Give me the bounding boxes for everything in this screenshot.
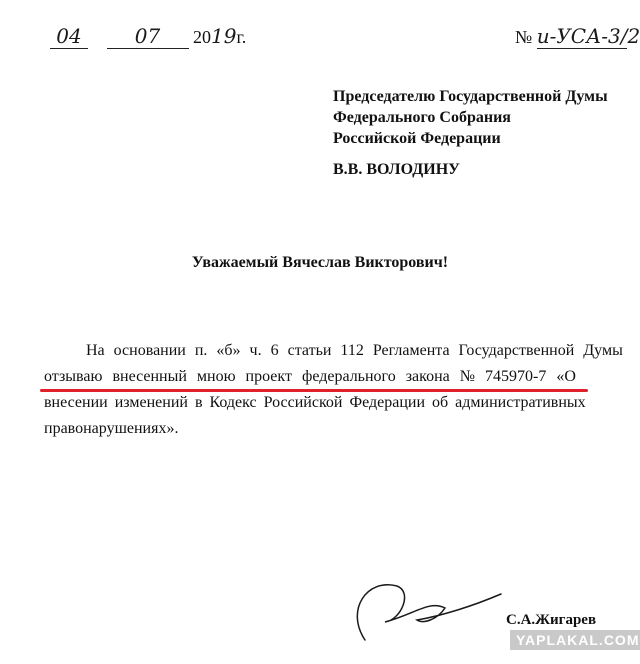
addressee-line: Федерального Собрания xyxy=(333,109,511,126)
addressee-block xyxy=(333,86,608,149)
date-year-unit: г. xyxy=(236,27,247,47)
letter-date xyxy=(50,24,246,49)
letter-body xyxy=(44,338,622,442)
red-underline-mark xyxy=(40,389,588,392)
salutation: Уважаемый Вячеслав Викторович! xyxy=(191,254,449,271)
handwritten-signature xyxy=(305,570,505,650)
date-year-suffix: 19 xyxy=(211,24,237,48)
site-watermark: YAPLAKAL.COM xyxy=(510,630,640,650)
recipient-name: В.В. ВОЛОДИНУ xyxy=(333,161,460,178)
body-line-text: отзываю внесенный мною проект федерального закона № 745970-7 «О xyxy=(44,368,576,385)
body-line: На основании п. «б» ч. 6 статьи 112 Регламента Государственной Думы xyxy=(86,342,623,359)
date-month: 07 xyxy=(107,24,189,49)
body-line-highlighted xyxy=(44,364,622,390)
addressee-line: Председателю Государственной Думы xyxy=(333,88,608,105)
body-line: внесении изменений в Кодекс Российской Федерации об административных xyxy=(44,394,586,411)
body-line: правонарушениях». xyxy=(44,420,179,437)
number-label: № xyxy=(515,27,533,47)
signer-name: С.А.Жигарев xyxy=(506,612,597,628)
date-day: 04 xyxy=(50,24,88,49)
addressee-line: Российской Федерации xyxy=(333,130,501,147)
date-year-prefix: 20 xyxy=(193,27,211,47)
letter-number xyxy=(515,24,640,49)
number-value: u-УСА-3/2 xyxy=(536,24,640,48)
